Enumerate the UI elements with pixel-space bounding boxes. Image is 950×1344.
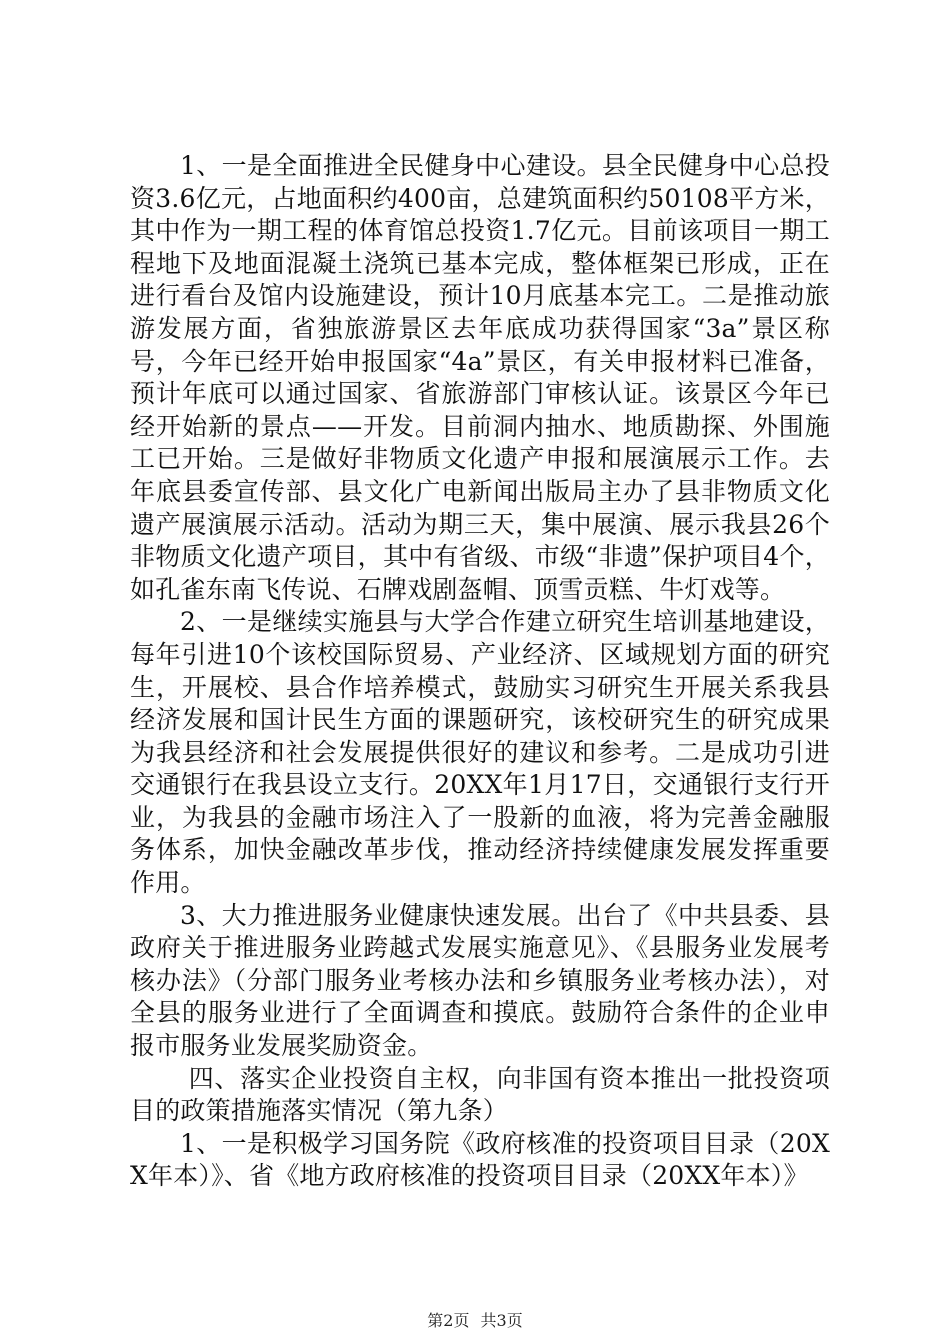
page-number: 第2页 [427, 1311, 470, 1330]
paragraph-2: 2、一是继续实施县与大学合作建立研究生培训基地建设，每年引进10个该校国际贸易、产业经济、区域规划方面的研究生，开展校、县合作培养模式，鼓励实习研究生开展关系我县经济发展和国计民生方面的课题研究，该校研究生的研究成果为我县经济和社会发展提供很好的建议和参考。二是成功引进交通银行在我县设立支行。20XX年1月17日，交通银行支行开业，为我县的金融市场注入了一股新的血液，将为完善金融服务体系，加快金融改革步伐，推动经济持续健康发展发挥重要作用。 [130, 607, 830, 898]
page-footer [0, 1308, 950, 1331]
paragraph-3: 3、大力推进服务业健康快速发展。出台了《中共县委、县政府关于推进服务业跨越式发展实施意见》、《县服务业发展考核办法》（分部门服务业考核办法和乡镇服务业考核办法），对全县的服务业进行了全面调查和摸底。鼓励符合条件的企业申报市服务业发展奖励资金。 [130, 900, 830, 1061]
paragraph-4: 1、一是积极学习国务院《政府核准的投资项目目录（20XX年本）》、省《地方政府核准的投资项目目录（20XX年本）》 [130, 1128, 830, 1191]
page-total: 共3页 [480, 1311, 523, 1330]
paragraph-1: 1、一是全面推进全民健身中心建设。县全民健身中心总投资3.6亿元，占地面积约400亩，总建筑面积约50108平方米，其中作为一期工程的体育馆总投资1.7亿元。目前该项目一期工程地下及地面混凝土浇筑已基本完成，整体框架已形成，正在进行看台及馆内设施建设，预计10月底基本完工。二是推动旅游发展方面，省独旅游景区去年底成功获得国家“3a”景区称号，今年已经开始申报国家“4a”景区，有关申报材料已准备，预计年底可以通过国家、省旅游部门审核认证。该景区今年已经开始新的景点——开发。目前洞内抽水、地质勘探、外围施工已开始。三是做好非物质文化遗产申报和展演展示工作。去年底县委宣传部、县文化广电新闻出版局主办了县非物质文化遗产展演展示活动。活动为期三天，集中展演、展示我县26个非物质文化遗产项目，其中有省级、市级“非遗”保护项目4个，如孔雀东南飞传说、石牌戏剧盔帽、顶雪贡糕、牛灯戏等。 [130, 151, 830, 604]
document-body [130, 150, 830, 1193]
section-heading: 四、落实企业投资自主权，向非国有资本推出一批投资项目的政策措施落实情况（第九条） [130, 1063, 830, 1126]
